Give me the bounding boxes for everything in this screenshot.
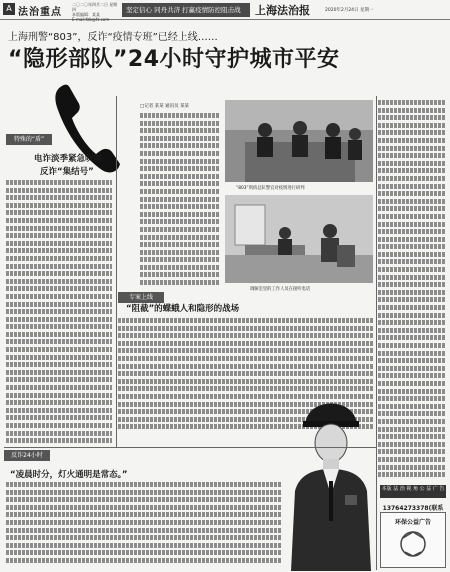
lead-body-text: [140, 113, 220, 288]
section3-tag: 反诈24小时: [4, 450, 50, 461]
sidebar-tag: 特殊的“盾”: [6, 134, 52, 145]
column-divider: [116, 96, 117, 448]
column-divider: [376, 96, 377, 570]
section-info: [72, 2, 120, 22]
right-column-text: [378, 100, 446, 480]
section-title: 法治重点: [18, 7, 62, 18]
recycle-illustration-icon: [381, 526, 445, 562]
newspaper-brand: 上海法治报: [255, 4, 310, 17]
sidebar-body-text: [6, 180, 112, 445]
info-line-2: 本版编辑：某某: [72, 12, 100, 17]
ad-box: [380, 512, 446, 568]
ad-slogan: 环保公益广告: [394, 519, 431, 526]
section-divider: [4, 447, 376, 448]
section3-heading: “凌晨时分，灯火通明是常态。”: [10, 470, 128, 480]
ad-title: 本版 法 治 视 角 公 益 广 告: [380, 485, 446, 498]
info-line-1: 二〇二〇年四月二日 星期四: [72, 2, 118, 12]
police-officer-illustration: [285, 395, 377, 571]
campaign-banner: 坚定信心 同舟共济 打赢疫情防控阻击战: [122, 3, 250, 17]
issue-info: 2020年2月24日 星期一: [325, 8, 374, 13]
ad-phone: 13764273378(联系: [382, 505, 444, 512]
info-line-3: E-mail:fzb@fz.com: [72, 17, 110, 22]
section2-heading: “阻截”的蝶蛾人和隐形的战场: [126, 304, 240, 314]
photo-caption-1: “803”刑侦总队警官对疫情进行研判: [236, 186, 305, 191]
lead-byline: □记者 某某 通讯员 某某: [140, 104, 190, 109]
photo-caption-2: 调解室里的工作人员在接听电话: [250, 287, 311, 292]
section3-body-text: [6, 482, 281, 570]
section2-tag: 专案上线: [118, 292, 164, 303]
sidebar-heading-2: 反诈“集结号”: [40, 167, 94, 177]
section-icon: A: [3, 3, 15, 15]
photo-call-center: [225, 195, 373, 283]
photo-investigators: [225, 100, 373, 182]
masthead: [0, 0, 450, 20]
sidebar-heading-1: 电诈淡季紧急吹响: [34, 154, 103, 164]
lead-kicker: 上海刑警“803”，反诈“疫情专班”已经上线……: [8, 32, 218, 43]
lead-headline: “隐形部队”24小时守护城市平安: [8, 47, 340, 72]
